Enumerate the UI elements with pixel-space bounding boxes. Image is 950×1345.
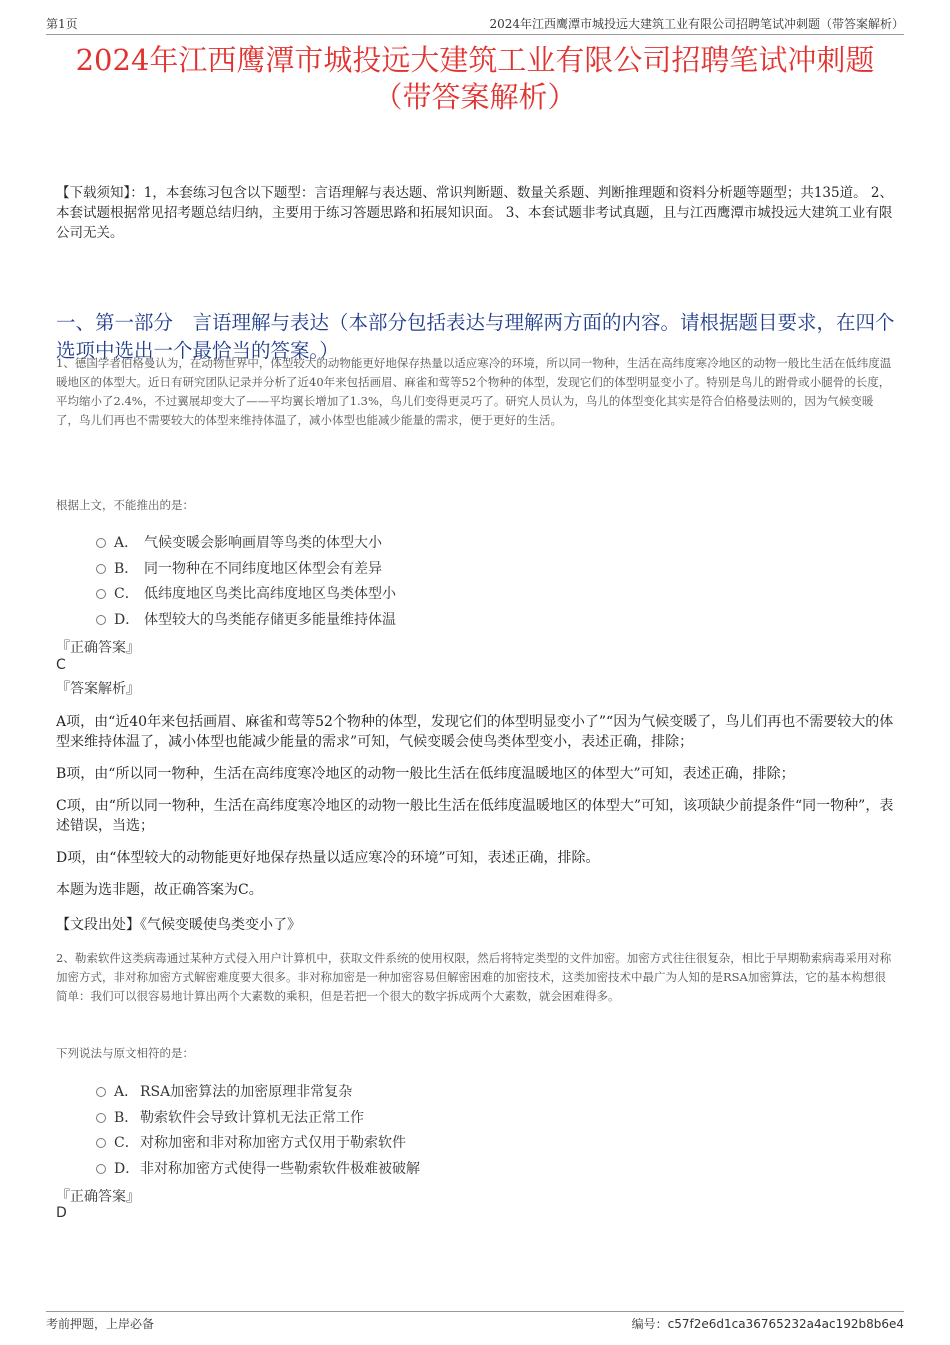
section-heading: 一、第一部分 言语理解与表达（本部分包括表达与理解两方面的内容。请根据题目要求，在四个选项中选出一个最恰当的答案。） [56,311,895,362]
page-header [46,14,904,35]
question-1-answer-label: 『正确答案』 [56,640,140,656]
option-letter: A． [114,1084,139,1100]
analysis-d: D项，由“体型较大的动物能更好地保存热量以适应寒冷的环境”可知，表述正确，排除。 [56,850,600,866]
question-1-source: 【文段出处】《气候变暖使鸟类变小了》 [56,917,301,933]
question-1-option-a[interactable] [96,531,596,557]
analysis-c: C项，由“所以同一物种，生活在高纬度寒冷地区的动物一般比生活在低纬度温暖地区的体型大”可知，该项缺少前提条件“同一物种”，表述错误，当选； [56,798,894,834]
page-footer [46,1311,904,1334]
option-text: 非对称加密方式使得一些勒索软件极难被破解 [140,1160,420,1177]
analysis-b: B项，由“所以同一物种，生活在高纬度寒冷地区的动物一般比生活在低纬度温暖地区的体型大”可知，表述正确，排除； [56,766,795,782]
option-letter: D． [114,611,140,628]
option-letter: D． [114,1160,140,1177]
radio-icon[interactable] [96,1138,106,1148]
title-line-1: 2024年江西鹰潭市城投远大建筑工业有限公司招聘笔试冲刺题 [75,43,875,77]
option-text: 对称加密和非对称加密方式仅用于勒索软件 [140,1135,406,1151]
option-letter: A． [114,535,139,551]
question-1-option-c[interactable] [96,582,596,608]
option-text: 同一物种在不同纬度地区体型会有差异 [144,560,382,577]
question-1-analysis-label: 『答案解析』 [56,681,140,697]
radio-icon[interactable] [96,589,106,599]
analysis-a: A项，由“近40年来包括画眉、麻雀和莺等52个物种的体型，发现它们的体型明显变小了”“因为气候变暖了，鸟儿们再也不需要较大的体型来维持体温了，减小体型也能减少能量的需求”可知，气候变暖会使鸟类体型变小，表述正确，排除； [56,714,894,750]
option-text: 勒索软件会导致计算机无法正常工作 [140,1109,364,1126]
footer-code [632,1315,904,1332]
radio-icon[interactable] [96,615,106,625]
question-1-prompt: 根据上文，不能推出的是： [56,498,194,512]
radio-icon[interactable] [96,1164,106,1174]
option-text: 气候变暖会影响画眉等鸟类的体型大小 [144,535,382,551]
analysis-conclusion: 本题为选非题，故正确答案为C。 [56,882,263,898]
title-line-2: （带答案解析） [373,80,577,114]
question-2-options [96,1080,596,1182]
option-letter: C． [114,586,139,602]
option-letter: C． [114,1135,139,1151]
option-letter: B． [114,560,139,577]
download-notice: 【下载须知】：1，本套练习包含以下题型：言语理解与表达题、常识判断题、数量关系题、判断推理题和资料分析题等题型；共135道。 2、本套试题根据常见招考题总结归纳，主要用于练习答题思路和拓展知识面。 3、本套试题非考试真题，且与江西鹰潭市城投远大建筑工业有限公司无关。 [56,185,893,241]
question-2-option-b[interactable] [96,1106,596,1132]
footer-code-value: c57f2e6d1ca36765232a4ac192b8b6e4 [667,1317,904,1331]
question-2-prompt: 下列说法与原文相符的是： [56,1046,194,1060]
footer-slogan: 考前押题，上岸必备 [46,1317,155,1331]
footer-code-label: 编号： [631,1317,668,1331]
option-text: 低纬度地区鸟类比高纬度地区鸟类体型小 [144,586,396,602]
question-2-answer-label: 『正确答案』 [56,1189,140,1205]
option-letter: B． [114,1109,139,1126]
question-2-answer: D [56,1205,67,1221]
question-1-text: 1、德国学者伯格曼认为，在动物世界中，体型较大的动物能更好地保存热量以适应寒冷的环境，所以同一物种，生活在高纬度寒冷地区的动物一般比生活在低纬度温暖地区的体型大。近日有研究团队记录并分析了近40年来包括画眉、麻雀和莺等52个物种的体型，发现它们的体型明显变小了。特别是鸟儿的跗骨或小腿骨的长度，平均缩小了2.4%，不过翼展却变大了——平均翼长增加了1.3%，鸟儿们变得更灵巧了。研究人员认为，鸟儿的体型变化其实是符合伯格曼法则的，因为气候变暖了，鸟儿们再也不需要较大的体型来维持体温了，减小体型也能减少能量的需求，便于更好的生活。 [56,356,892,427]
question-2-option-a[interactable] [96,1080,596,1106]
question-1-option-b[interactable] [96,557,596,583]
header-doc-name: 2024年江西鹰潭市城投远大建筑工业有限公司招聘笔试冲刺题（带答案解析） [489,17,904,31]
option-text: 体型较大的鸟类能存储更多能量维持体温 [144,611,396,628]
question-1-options [96,531,596,633]
radio-icon[interactable] [96,564,106,574]
question-1-answer: C [56,657,66,673]
radio-icon[interactable] [96,1113,106,1123]
page-number: 第1页 [46,17,78,31]
radio-icon[interactable] [96,1087,106,1097]
radio-icon[interactable] [96,538,106,548]
question-1-option-d[interactable] [96,608,596,634]
option-text: RSA加密算法的加密原理非常复杂 [140,1084,353,1100]
document-title [40,42,910,116]
question-2-option-c[interactable] [96,1131,596,1157]
question-2-text: 2、勒索软件这类病毒通过某种方式侵入用户计算机中，获取文件系统的使用权限，然后将特定类型的文件加密。加密方式往往很复杂，相比于早期勒索病毒采用对称加密方式，非对称加密方式解密难度要大很多。非对称加密是一种加密容易但解密困难的加密技术，这类加密技术中最广为人知的是RSA加密算法，它的基本构想很简单：我们可以很容易地计算出两个大素数的乘积，但是若把一个很大的数字拆成两个大素数，就会困难得多。 [56,951,892,1003]
question-2-option-d[interactable] [96,1157,596,1183]
